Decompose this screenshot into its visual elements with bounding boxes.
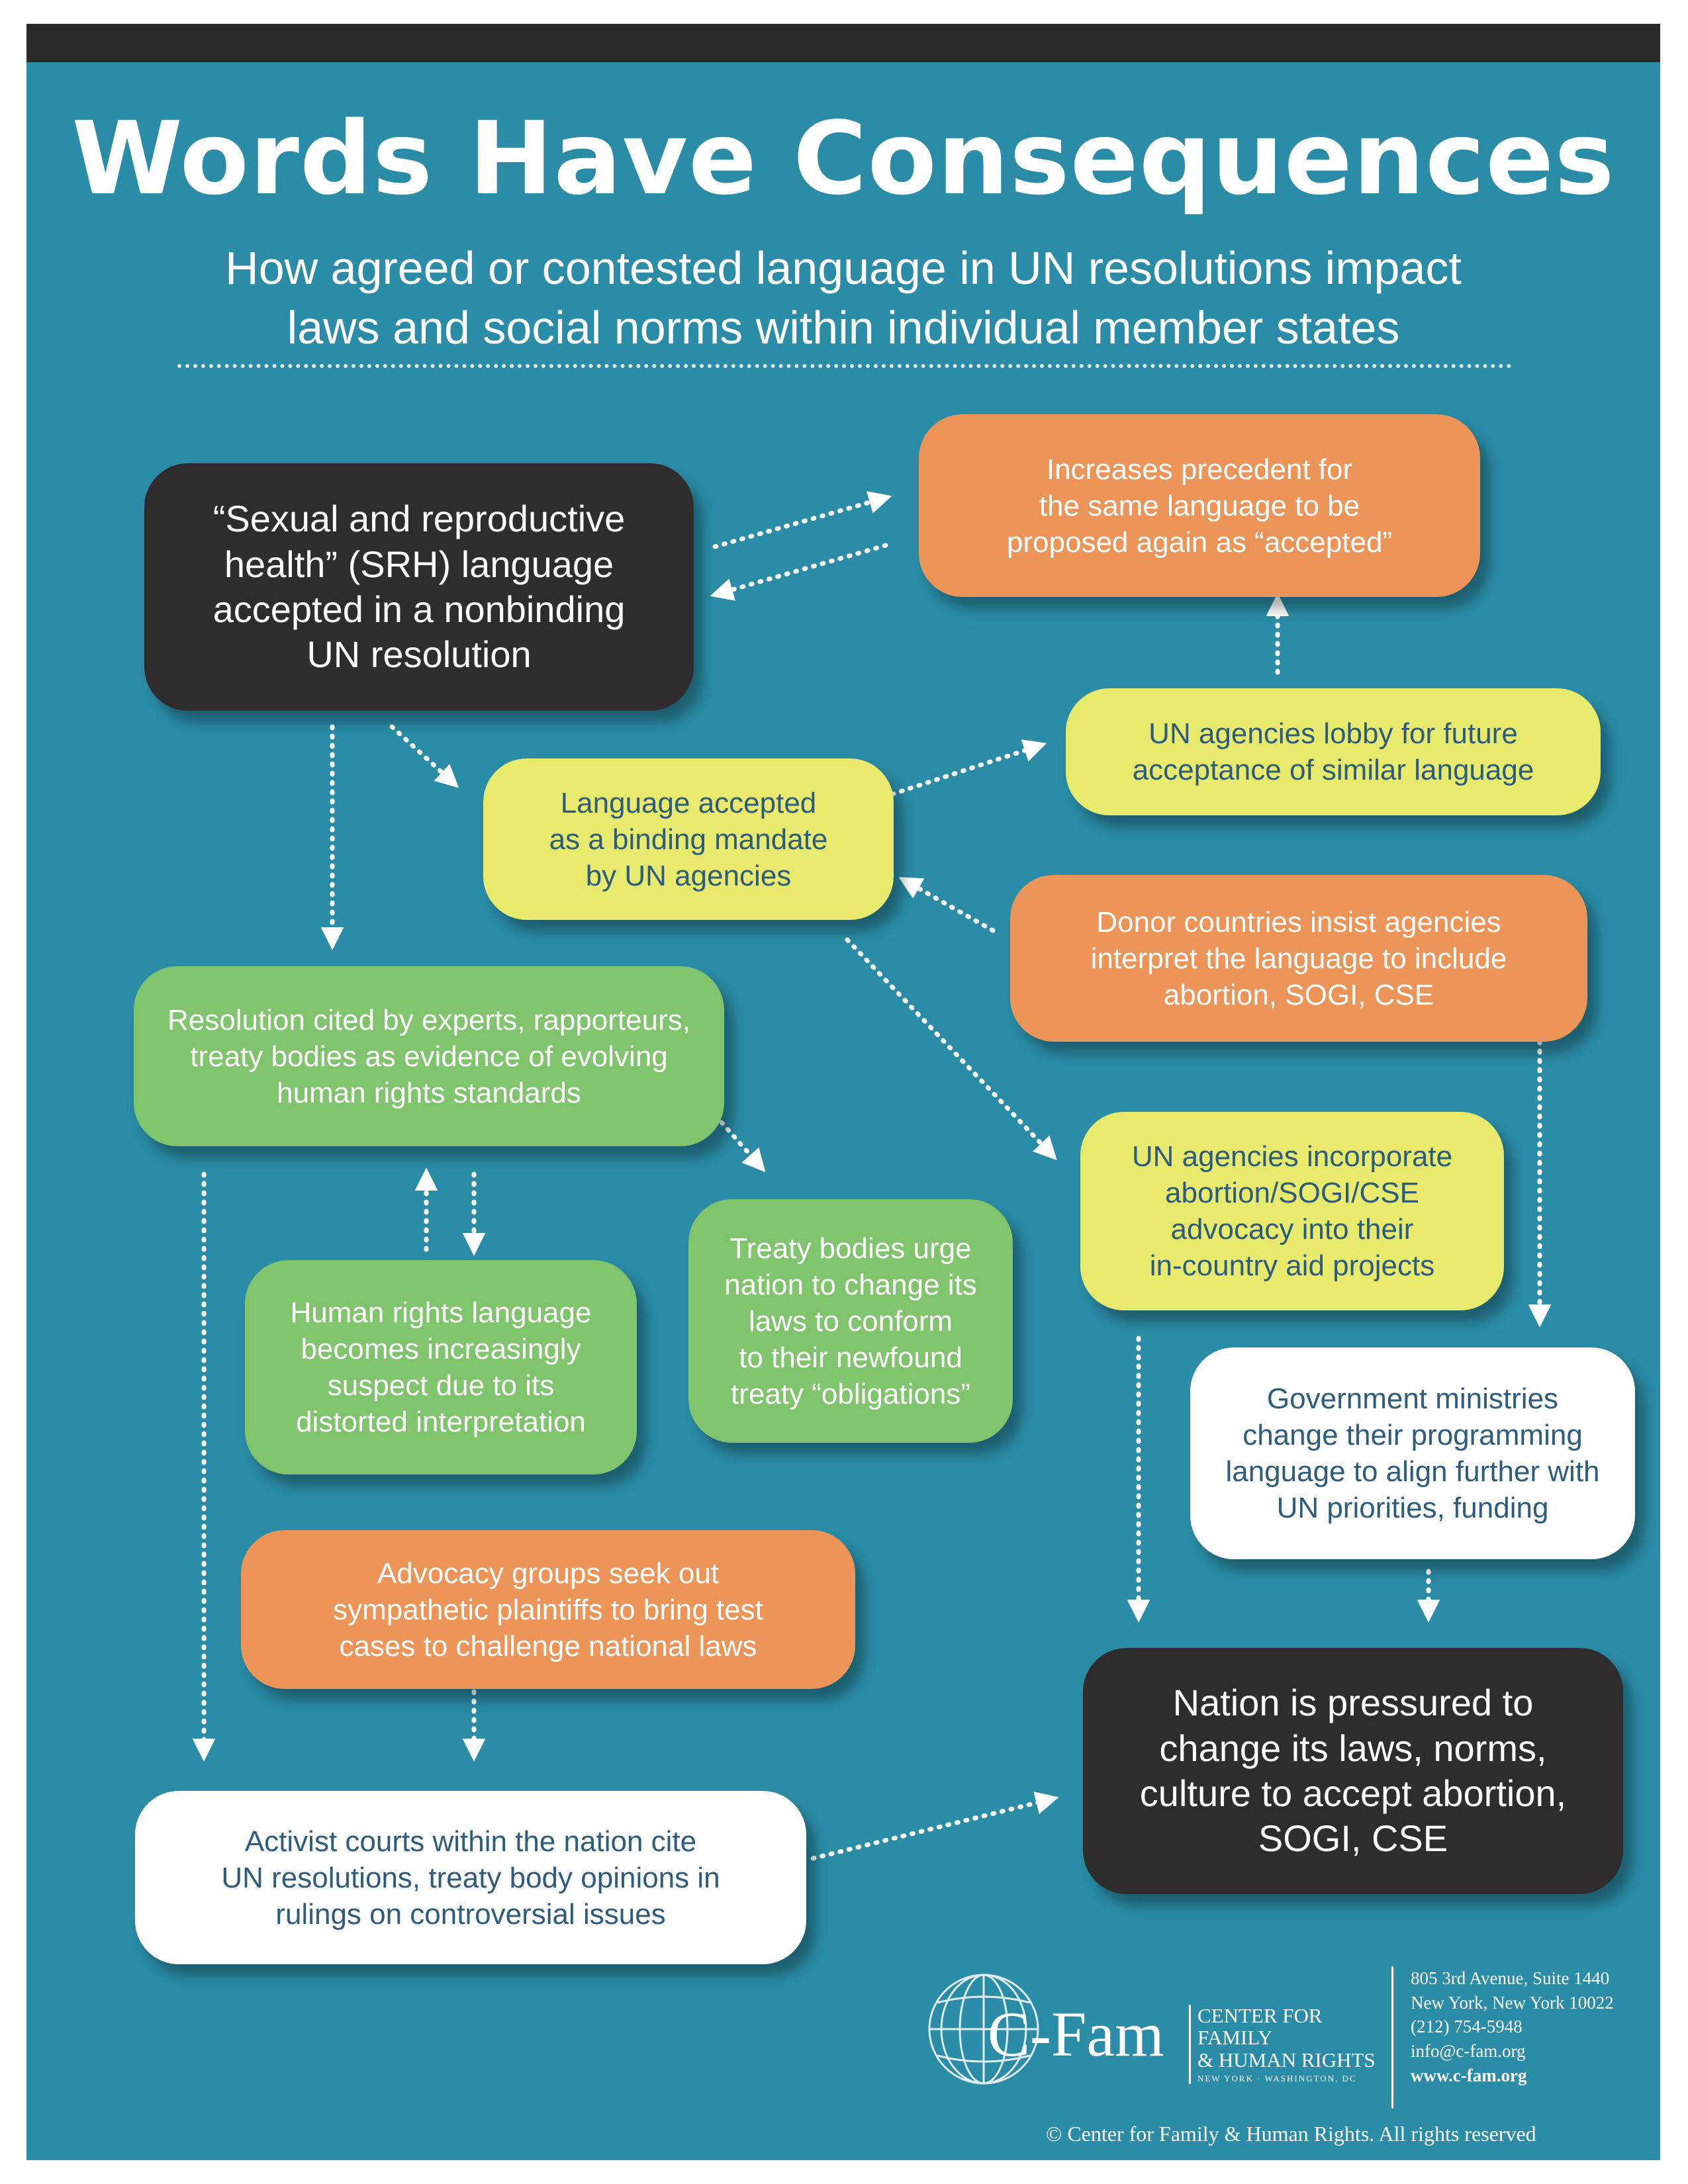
node-resolution-cited: Resolution cited by experts, rapporteurs, treaty bodies as evidence of evolving human rights standards [134,966,724,1146]
node-advocacy-groups: Advocacy groups seek out sympathetic plaintiffs to bring test cases to challenge national laws [241,1530,855,1689]
logo-tagline: CENTER FOR FAMILY & HUMAN RIGHTS NEW YORK · WASHINGTON, DC [1189,2005,1383,2084]
connector-resolution-to-treaty [722,1122,761,1167]
copyright-notice: © Center for Family & Human Rights. All rights reserved [1046,2122,1536,2146]
connector-donor-to-binding [904,880,993,931]
connector-srh-to-binding [392,727,454,784]
contact-info [1391,1966,1614,2109]
phone-number: (212) 754-5948 [1411,2017,1523,2037]
connector-srh-to-precedent [715,498,886,547]
page-title: Words Have Consequences [71,100,1615,217]
connector-courts-to-nation [813,1799,1053,1858]
node-gov-ministries: Government ministries change their programming language to align further with UN priorities, funding [1190,1347,1635,1559]
node-agencies-incorporate: UN agencies incorporate abortion/SOGI/CSE advocacy into their in-country aid projects [1080,1112,1504,1310]
logo-wordmark: C-Fam [988,1999,1164,2070]
website-link[interactable]: www.c-fam.org [1411,2065,1527,2085]
infographic-poster [26,24,1660,2160]
connector-binding-to-lobby [892,745,1041,794]
address-line-2: New York, New York 10022 [1411,1992,1614,2013]
node-nation-pressured: Nation is pressured to change its laws, norms, culture to accept abortion, SOGI, CSE [1083,1648,1623,1894]
email-address[interactable]: info@c-fam.org [1411,2041,1526,2062]
node-treaty-bodies-urge: Treaty bodies urge nation to change its laws to conform to their newfound treaty “obligations” [688,1199,1013,1443]
node-increases-precedent: Increases precedent for the same language to be proposed again as “accepted” [919,414,1480,597]
node-hr-language-suspect: Human rights language becomes increasingly suspect due to its distorted interpretation [245,1260,637,1475]
node-srh-language: “Sexual and reproductive health” (SRH) language accepted in a nonbinding UN resolution [144,463,694,711]
node-donor-countries: Donor countries insist agencies interpret the language to include abortion, SOGI, CSE [1010,875,1587,1042]
node-binding-mandate: Language accepted as a binding mandate by UN agencies [483,758,894,920]
node-agencies-lobby: UN agencies lobby for future acceptance of similar language [1066,688,1601,815]
node-activist-courts: Activist courts within the nation cite UN resolutions, treaty body opinions in rulings on controversial issues [135,1791,806,1964]
page-subtitle: How agreed or contested language in UN resolutions impact laws and social norms within individual member states [225,242,1462,353]
connector-precedent-to-srh [716,545,886,594]
address-line-1: 805 3rd Avenue, Suite 1440 [1411,1968,1610,1988]
